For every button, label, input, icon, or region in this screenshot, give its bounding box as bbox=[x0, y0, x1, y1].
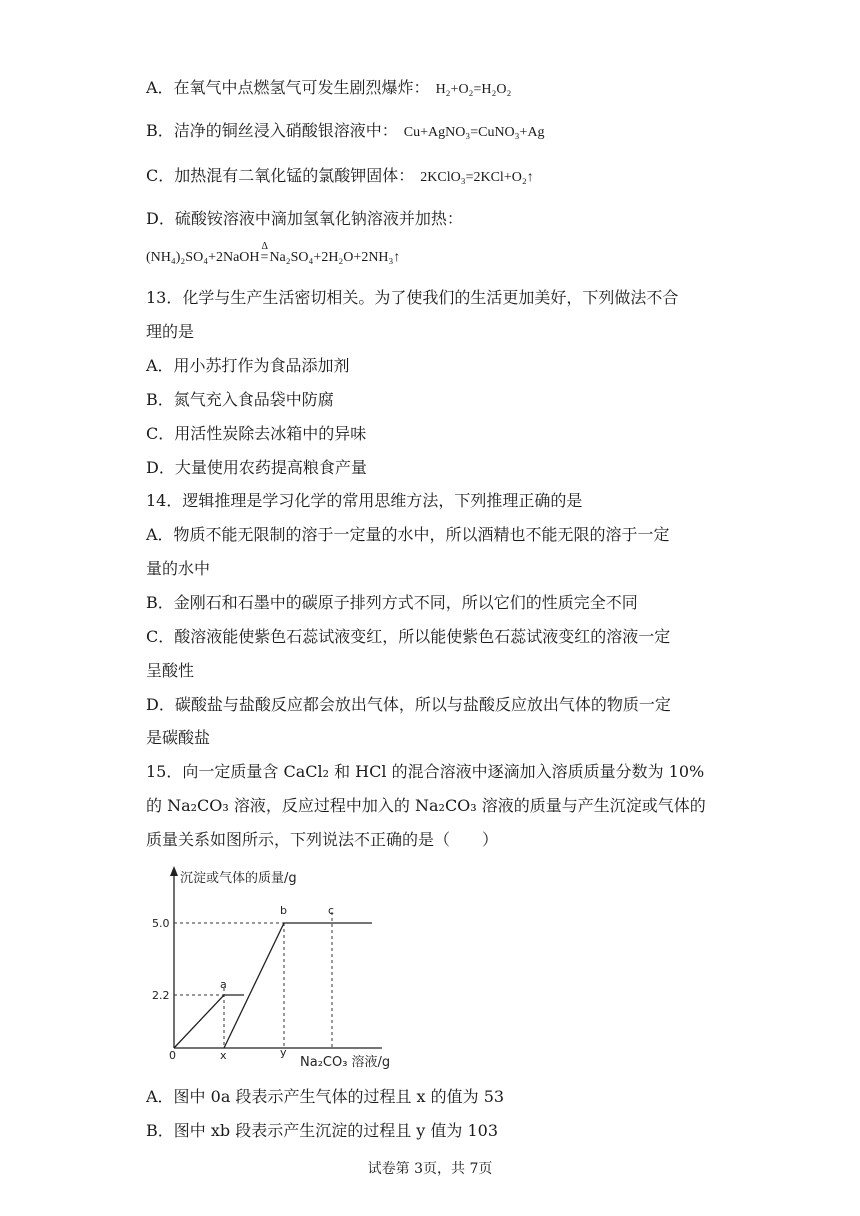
q15-stem-line2: 的 Na₂CO₃ 溶液，反应过程中加入的 Na₂CO₃ 溶液的质量与产生沉淀或气体的 bbox=[146, 796, 706, 815]
q14-option-d-line1: D．碳酸盐与盐酸反应都会放出气体，所以与盐酸反应放出气体的物质一定 bbox=[146, 695, 671, 714]
y-axis-arrow bbox=[170, 866, 178, 876]
q15-stem-line3: 质量关系如图所示，下列说法不正确的是（ ） bbox=[146, 830, 499, 849]
point-label-b: b bbox=[280, 904, 287, 917]
q14-option-a-line1: A．物质不能无限制的溶于一定量的水中，所以酒精也不能无限的溶于一定 bbox=[146, 525, 670, 544]
x-tick-label-0: 0 bbox=[169, 1049, 176, 1062]
q12-option-d: D．硫酸铵溶液中滴加氢氧化钠溶液并加热： bbox=[146, 209, 463, 228]
q15-option-b: B．图中 xb 段表示产生沉淀的过程且 y 值为 103 bbox=[146, 1121, 499, 1140]
q12-b-formula: Cu+AgNO₃=CuNO₃+Ag bbox=[403, 125, 545, 140]
q14-option-a-line2: 量的水中 bbox=[146, 559, 211, 578]
q13-stem-line1: 13．化学与生产生活密切相关。为了使我们的生活更加美好，下列做法不合 bbox=[146, 288, 679, 307]
q13-option-b: B．氮气充入食品袋中防腐 bbox=[146, 390, 334, 409]
q12-option-c: C．加热混有二氧化锰的氯酸钾固体： 2KClO₃=2KCl+O₂↑ bbox=[146, 166, 534, 185]
x-tick-label-x: x bbox=[220, 1049, 227, 1062]
point-label-c: c bbox=[328, 904, 335, 917]
precipitate-series-line bbox=[224, 923, 372, 1048]
x-axis-label: Na₂CO₃ 溶液/g bbox=[300, 1055, 391, 1070]
y-axis-label: 沉淀或气体的质量/g bbox=[180, 871, 297, 886]
q15-option-a: A．图中 0a 段表示产生气体的过程且 x 的值为 53 bbox=[146, 1087, 505, 1106]
q13-option-c: C．用活性炭除去冰箱中的异味 bbox=[146, 424, 367, 443]
y-tick-label-5: 5.0 bbox=[152, 917, 170, 930]
q12-option-b: B．洁净的铜丝浸入硝酸银溶液中： Cu+AgNO₃=CuNO₃+Ag bbox=[146, 121, 545, 140]
q14-option-d-line2: 是碳酸盐 bbox=[146, 728, 211, 747]
q12-c-formula: 2KClO₃=2KCl+O₂↑ bbox=[420, 170, 534, 185]
q12-a-formula: H₂+O₂=H₂O₂ bbox=[435, 82, 512, 97]
reaction-arrow: Δ = bbox=[260, 241, 269, 265]
gas-series-line bbox=[174, 995, 244, 1048]
q14-option-c-line2: 呈酸性 bbox=[146, 661, 195, 680]
x-tick-label-y: y bbox=[280, 1046, 287, 1059]
q14-stem: 14．逻辑推理是学习化学的常用思维方法，下列推理正确的是 bbox=[146, 491, 583, 510]
q14-option-c-line1: C．酸溶液能使紫色石蕊试液变红，所以能使紫色石蕊试液变红的溶液一定 bbox=[146, 627, 671, 646]
q15-stem-line1: 15．向一定质量含 CaCl₂ 和 HCl 的混合溶液中逐滴加入溶质质量分数为 10% bbox=[146, 762, 705, 781]
q13-stem-line2: 理的是 bbox=[146, 322, 195, 341]
point-label-a: a bbox=[220, 978, 227, 991]
q13-option-a: A．用小苏打作为食品添加剂 bbox=[146, 356, 350, 375]
q12-d-formula: (NH₄)₂SO₄+2NaOH Δ =Na₂SO₄+2H₂O+2NH₃↑ bbox=[146, 246, 400, 268]
y-tick-label-2-2: 2.2 bbox=[152, 989, 170, 1002]
page-footer: 试卷第 3页，共 7页 bbox=[367, 1161, 493, 1177]
q13-option-d: D．大量使用农药提高粮食产量 bbox=[146, 458, 367, 477]
q15-chart bbox=[150, 862, 420, 1072]
q14-option-b: B．金刚石和石墨中的碳原子排列方式不同，所以它们的性质完全不同 bbox=[146, 593, 638, 612]
q12-option-a: A．在氧气中点燃氢气可发生剧烈爆炸： H₂+O₂=H₂O₂ bbox=[146, 78, 512, 97]
